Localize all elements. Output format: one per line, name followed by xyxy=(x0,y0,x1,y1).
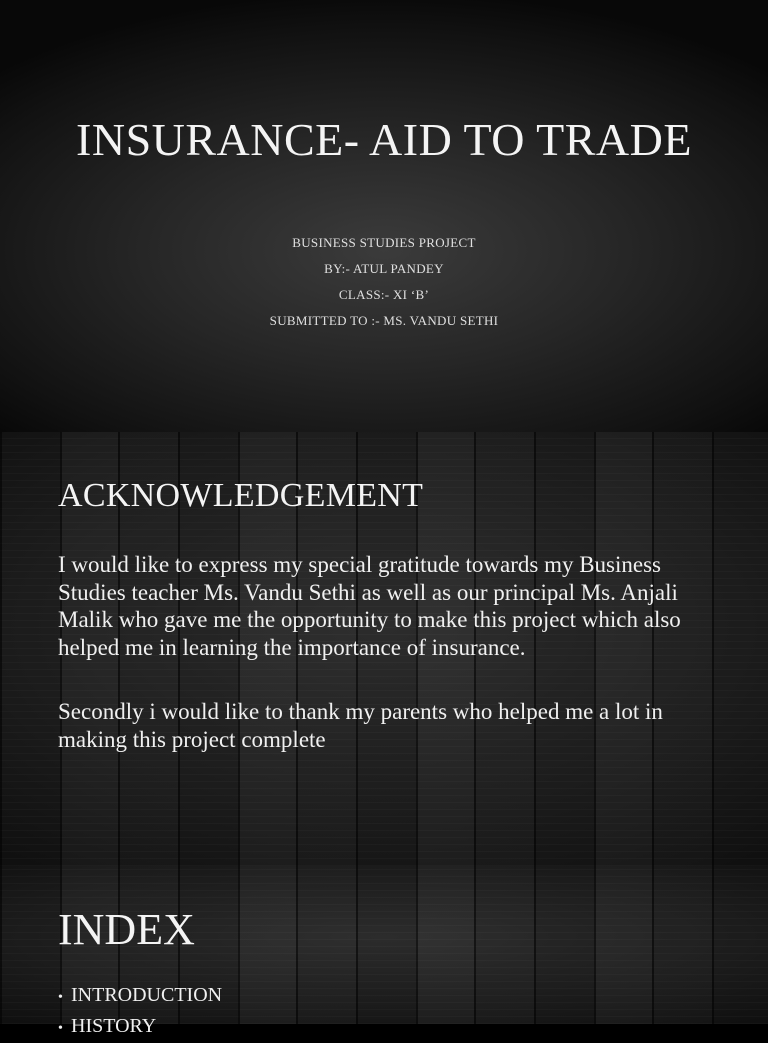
presentation-title: INSURANCE- AID TO TRADE xyxy=(76,114,692,165)
acknowledgement-paragraph: I would like to express my special gratitude towards my Business Studies teacher Ms. Vandu Sethi as well as our principal Ms. Anjali Malik who gave me the opportunity to make this project which also helped me in learning the importance of insurance. xyxy=(58,552,681,660)
subtitle-author: BY:- ATUL PANDEY xyxy=(324,261,444,276)
index-heading: INDEX xyxy=(58,905,195,954)
acknowledgement-heading: ACKNOWLEDGEMENT xyxy=(58,477,424,514)
subtitle-block xyxy=(60,230,708,334)
index-list xyxy=(58,981,222,1043)
index-item-label: INTRODUCTION xyxy=(71,984,223,1006)
bullet-icon: • xyxy=(58,990,63,1005)
acknowledgement-paragraph: Secondly i would like to thank my parents who helped me a lot in making this project complete xyxy=(58,699,663,752)
title-slide xyxy=(0,0,768,432)
subtitle-project: BUSINESS STUDIES PROJECT xyxy=(292,235,476,250)
subtitle-submitted-to: SUBMITTED TO :- MS. VANDU SETHI xyxy=(269,313,499,328)
index-item-history xyxy=(58,1012,222,1043)
index-item-label: HISTORY xyxy=(71,1015,157,1037)
index-item-introduction xyxy=(58,981,222,1012)
subtitle-class: CLASS:- XI ‘B’ xyxy=(338,287,430,302)
bullet-icon: • xyxy=(58,1021,63,1036)
